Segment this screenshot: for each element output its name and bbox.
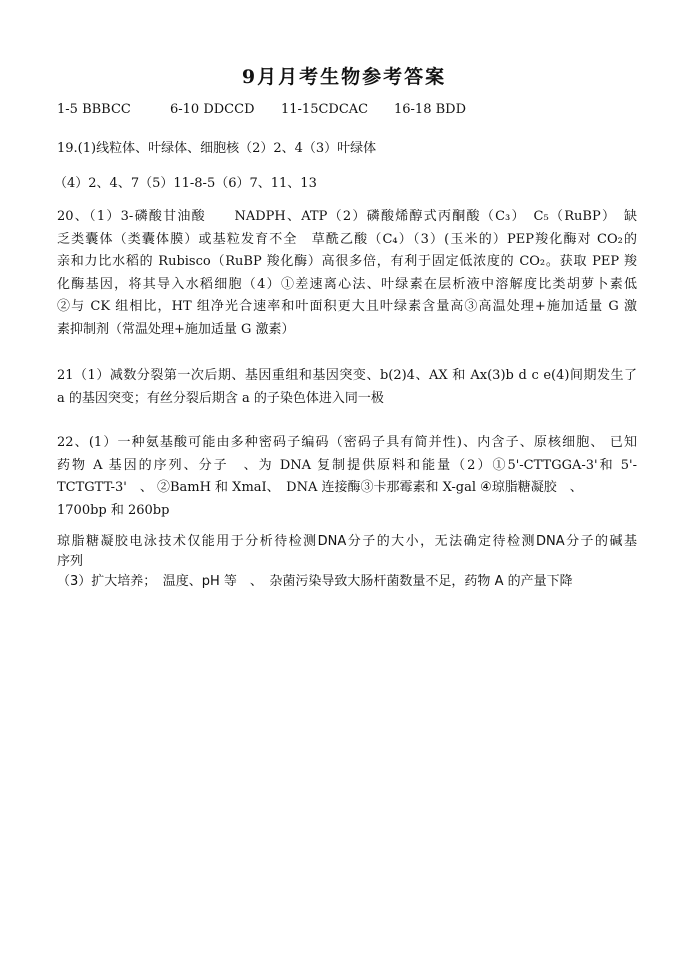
mc-answers-1-5: 1-5 BBBCC [57,102,131,117]
q22-continued-line: （3）扩大培养； 温度、pH 等 、 杂菌污染导致大肠杆菌数量不足，药物 A 的产量下降 [57,574,573,589]
q22-line: 1700bp 和 260bp [57,502,170,518]
q21-line: a 的基因突变；有丝分裂后期含 a 的子染色体进入同一极 [57,390,384,406]
q20-line: 素抑制剂（常温处理+施加适量 G 激素） [57,321,295,337]
q20-line: 乏类囊体（类囊体膜）或基粒发育不全 草酰乙酸（C₄）（3）(玉米的）PEP羧化酶对 CO₂的 [57,231,637,247]
q19-line-1: 19.(1)线粒体、叶绿体、细胞核（2）2、4（3）叶绿体 [57,141,377,156]
page-title: 9月月考生物参考答案 [241,66,447,88]
q19-line-2: （4）2、4、7（5）11-8-5（6）7、11、13 [54,176,317,191]
q22-line: TCTGTT-3' 、 ②BamH 和 XmaI、 DNA 连接酶③卡那霉素和 X-gal ④琼脂糖凝胶 、 [57,480,583,495]
mc-answers-16-18: 16-18 BDD [394,102,467,117]
q22-continued [57,532,637,592]
q20-line: 亲和力比水稻的 Rubisco（RuBP 羧化酶）高很多倍，有利于固定低浓度的 CO₂。获取 PEP 羧 [57,254,637,269]
q20-answer [57,206,637,341]
q22-line: 22、(1）一种氨基酸可能由多种密码子编码（密码子具有简并性)、内含子、原核细胞、 已知 [57,435,637,450]
q20-line: ②与 CK 组相比，HT 组净光合速率和叶面积更大且叶绿素含量高③高温处理+施加适量 G 激 [57,299,637,314]
q21-line: 21（1）减数分裂第一次后期、基因重组和基因突变、b(2)4、AX 和 Ax(3)b d c e(4)间期发生了 [57,368,637,383]
q22-continued-line: 序列 [57,554,84,569]
mc-answers-11-15: 11-15CDCAC [281,102,369,117]
mc-answers-6-10: 6-10 DDCCD [170,102,255,117]
q20-line: 20、（1）3-磷酸甘油酸 NADPH、ATP（2）磷酸烯醇式丙酮酸（C₃） C₅（RuBP） 缺 [57,209,637,224]
q21-answer [57,365,637,410]
q22-line: 药物 A 基因的序列、分子 、为 DNA 复制提供原料和能量（2）①5'-CTTGGA-3'和 5'- [57,457,637,473]
q22-answer [57,432,637,522]
q22-continued-line: 琼脂糖凝胶电泳技术仅能用于分析待检测DNA分子的大小，无法确定待检测DNA分子的碱基 [57,534,637,549]
q20-line: 化酶基因，将其导入水稻细胞（4）①差速离心法、叶绿素在层析液中溶解度比类胡萝卜素低 [57,276,637,292]
